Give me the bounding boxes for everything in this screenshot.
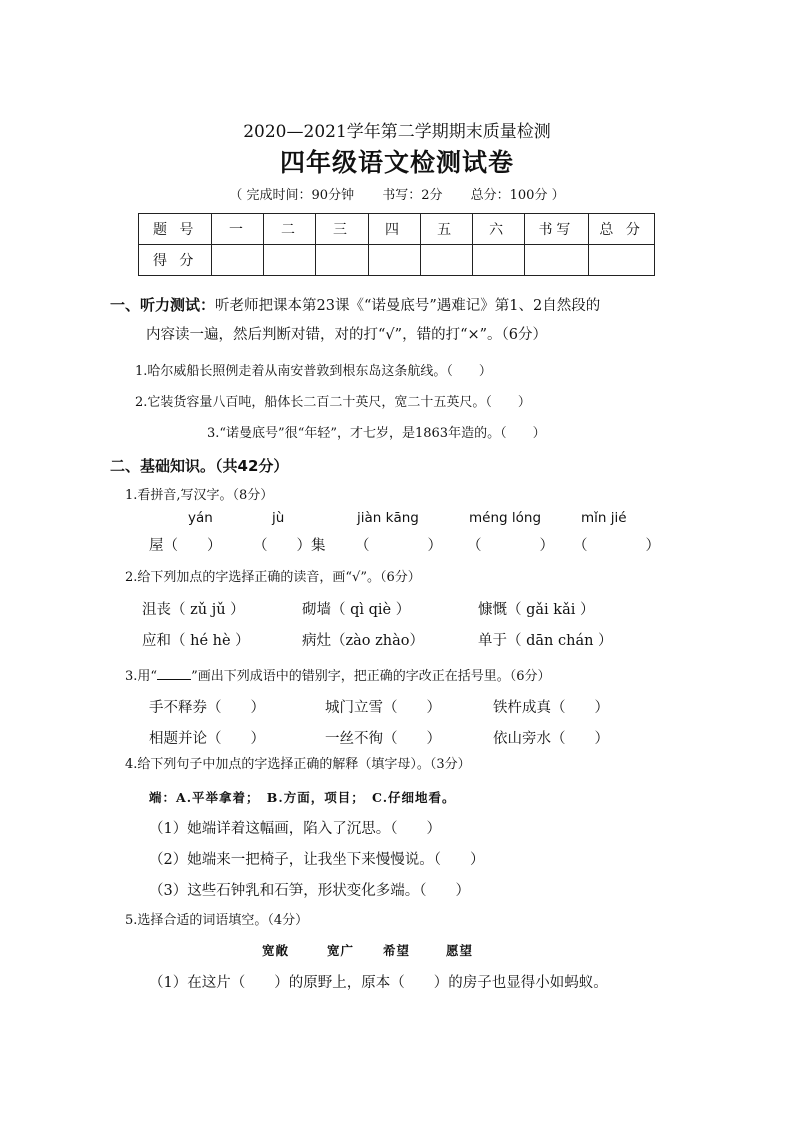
score-entry-cell[interactable] [420, 245, 472, 276]
idiom-item[interactable]: 依山旁水（ ） [493, 731, 609, 747]
idiom-item[interactable]: 手不释券（ ） [149, 700, 265, 716]
q4-item-3[interactable]: （3）这些石钟乳和石笋，形状变化多端。（ ） [149, 883, 470, 899]
score-table-header-row [139, 214, 655, 245]
word-choice: 愿望 [446, 943, 474, 958]
answer-blank-2[interactable]: （ ）集 [253, 538, 326, 554]
word-choice: 希望 [383, 943, 411, 958]
idiom-item[interactable]: 相题并论（ ） [149, 731, 265, 747]
score-header-cell: 五 [420, 214, 472, 245]
q5-item-1[interactable]: （1）在这片（ ）的原野上，原本（ ）的房子也显得小如蚂蚁。 [149, 975, 608, 991]
q1-title: 1.看拼音,写汉字。（8分） [125, 488, 274, 503]
section1-line1 [110, 294, 600, 315]
section1-heading: 一、听力测试： [110, 296, 216, 314]
listening-question-3: 3.“诺曼底号”很“年轻”，才七岁，是1863年造的。（ ） [207, 426, 546, 441]
score-entry-cell[interactable] [472, 245, 524, 276]
exam-title: 2020—2021学年第二学期期末质量检测 [243, 122, 551, 142]
score-table [138, 213, 655, 276]
q4-item-2[interactable]: （2）她端来一把椅子，让我坐下来慢慢说。（ ） [149, 852, 485, 868]
q3-title [125, 665, 550, 684]
reading-option[interactable]: 沮丧（ zǔ jǔ ） [142, 602, 245, 618]
q4-options: 端：A.平举拿着； B.方面，项目； C.仔细地看。 [149, 790, 456, 805]
score-header-cell: 六 [472, 214, 524, 245]
q4-title: 4.给下列句子中加点的字选择正确的解释（填字母）。（3分） [125, 757, 471, 772]
score-entry-cell[interactable] [264, 245, 316, 276]
score-header-cell: 题 号 [139, 214, 212, 245]
pinyin-5: mǐn jié [581, 510, 627, 526]
pinyin-4: méng lóng [469, 510, 542, 526]
duration-text: （ 完成时间：90分钟 [229, 188, 355, 203]
writing-score-text: 书写：2分 [382, 188, 443, 203]
underline-mark [157, 667, 191, 680]
score-header-cell: 总 分 [589, 214, 655, 245]
q3-title-prefix: 3.用“ [125, 669, 158, 684]
exam-meta [0, 184, 794, 203]
reading-option[interactable]: 应和（ hé hè ） [142, 633, 250, 649]
score-header-cell: 书写 [524, 214, 589, 245]
word-choice: 宽敞 [262, 943, 290, 958]
score-header-cell: 一 [212, 214, 264, 245]
answer-blank-4[interactable]: （ ） [467, 538, 554, 554]
score-entry-cell[interactable] [212, 245, 264, 276]
q3-title-suffix: ”画出下列成语中的错别字，把正确的字改正在括号里。（6分） [191, 669, 551, 684]
main-title: 四年级语文检测试卷 [279, 148, 514, 177]
reading-option[interactable]: 砌墙（ qì qiè ） [302, 602, 411, 618]
idiom-item[interactable]: 铁杵成真（ ） [493, 700, 609, 716]
answer-blank-5[interactable]: （ ） [573, 538, 660, 554]
score-entry-cell[interactable] [524, 245, 589, 276]
score-header-cell: 三 [316, 214, 368, 245]
score-row-label: 得 分 [139, 245, 212, 276]
score-header-cell: 四 [368, 214, 420, 245]
idiom-item[interactable]: 城门立雪（ ） [325, 700, 441, 716]
q2-title: 2.给下列加点的字选择正确的读音，画“√”。（6分） [125, 570, 421, 585]
section1-intro-cont: 内容读一遍，然后判断对错，对的打“√”，错的打“×”。（6分） [146, 327, 548, 343]
idiom-item[interactable]: 一丝不徇（ ） [325, 731, 441, 747]
score-entry-cell[interactable] [589, 245, 655, 276]
word-choice: 宽广 [327, 943, 355, 958]
listening-question-2: 2.它装货容量八百吨，船体长二百二十英尺，宽二十五英尺。（ ） [135, 395, 531, 410]
reading-option[interactable]: 慷慨（ gǎi kǎi ） [478, 602, 595, 618]
reading-option[interactable]: 单于（ dān chán ） [478, 633, 613, 649]
answer-blank-3[interactable]: （ ） [355, 538, 442, 554]
answer-blank-1[interactable]: 屋（ ） [149, 538, 222, 554]
section2-heading: 二、基础知识。（共42分） [110, 457, 289, 475]
score-header-cell: 二 [264, 214, 316, 245]
section1-intro: 听老师把课本第23课《“诺曼底号”遇难记》第1、2自然段的 [215, 298, 601, 314]
reading-option[interactable]: 病灶（zào zhào） [302, 633, 424, 649]
q4-item-1[interactable]: （1）她端详着这幅画，陷入了沉思。（ ） [149, 821, 441, 837]
listening-question-1: 1.哈尔威船长照例走着从南安普敦到根东岛这条航线。（ ） [135, 364, 492, 379]
pinyin-2: jù [272, 510, 285, 526]
pinyin-3: jiàn kāng [357, 510, 419, 526]
score-entry-cell[interactable] [368, 245, 420, 276]
total-score-text: 总分：100分 ） [470, 188, 565, 203]
score-table-score-row [139, 245, 655, 276]
pinyin-1: yán [188, 510, 213, 526]
q5-title: 5.选择合适的词语填空。（4分） [125, 913, 309, 928]
score-entry-cell[interactable] [316, 245, 368, 276]
